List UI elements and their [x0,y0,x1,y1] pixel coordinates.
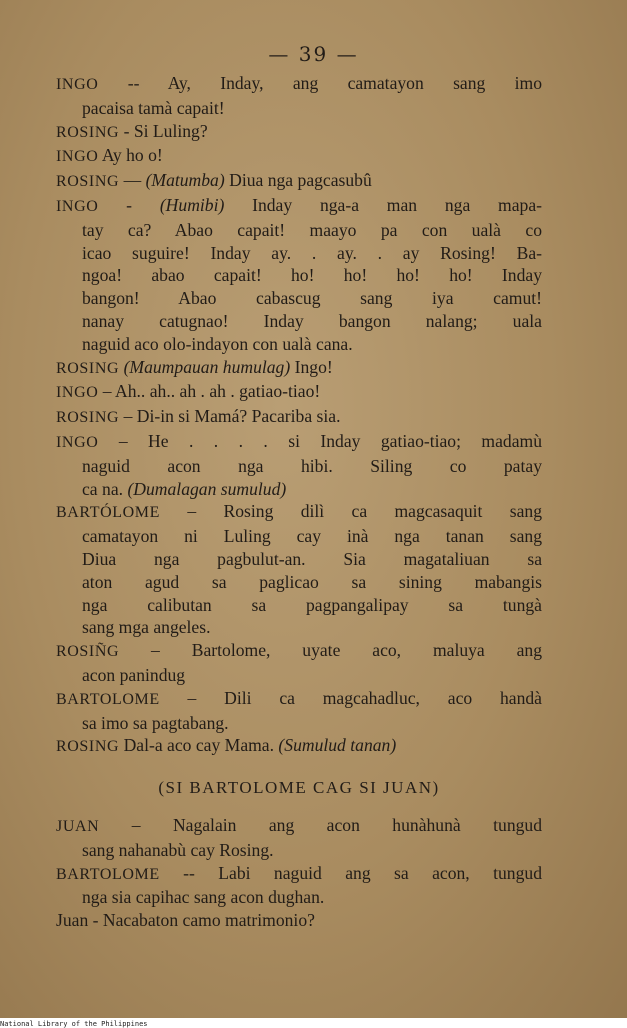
dialogue-text: acon panindug [82,664,186,685]
dialogue-text: ngoa! abao capait! ho! ho! ho! ho! Inday [82,265,542,286]
speaker-name: INGO [56,384,99,402]
speaker-name: INGO [56,197,99,215]
speaker-name: ROSING [56,173,120,191]
speaker-name: ROSING [56,359,120,377]
dialogue-line [56,194,542,219]
dialogue-continuation [56,664,542,687]
speaker-name: BARTOLOME [56,865,160,883]
dialogue-text: Diua nga pagcasubû [224,170,372,191]
speaker-name: INGO [56,76,99,93]
dialogue-continuation [56,219,542,242]
speaker-separator: – [98,381,116,402]
dialogue-text: Ay, Inday, ang camatayon sang imo [167,73,543,93]
dialogue-continuation [56,455,542,478]
dialogue-continuation [56,333,542,356]
dialogue-line [56,639,542,664]
speaker-separator: - [119,120,134,141]
dialogue-line: Juan - Nacabaton camo matrimonio? [56,910,315,931]
dialogue-line [56,734,542,759]
stage-direction: (Dumalagan sumulud) [127,478,287,499]
dialogue-line [56,356,542,381]
speaker-name: ROSIÑG [56,643,120,661]
dialogue-text: nga sia capihac sang acon dughan. [82,887,325,908]
dialogue-continuation [56,478,542,501]
dialogue-continuation [56,886,542,909]
dialogue-continuation [56,548,542,571]
page-number: — 39 — [268,42,359,66]
dialogue-line [56,862,542,887]
stage-direction: (Matumba) [145,170,225,191]
speaker-name: BARTÓLOME [56,504,160,522]
library-credit: National Library of the Philippines [0,1020,148,1028]
dialogue-text: naguid aco olo-indayon con ualà cana. [82,333,353,354]
dialogue-text: nga calibutan sa pagpangalipay sa tungà [82,594,542,615]
speaker-separator: -- [98,73,168,93]
dialogue-text: icao suguire! Inday ay. . ay. . ay Rosing! Ba- [82,242,542,263]
speaker-name: INGO [56,148,99,166]
dialogue-text: Labi naguid ang sa acon, tungud [218,862,542,883]
dialogue-text: Si Luling? [133,120,208,141]
dialogue-text: Dal-a aco cay Mama. [123,735,279,756]
speaker-name: ROSING [56,738,120,756]
dialogue-text: He . . . . si Inday gatiao-tiao; madamù [148,430,542,451]
dialogue-text: Ay ho o! [101,145,163,166]
dialogue-text: pacaisa tamà capait! [82,97,225,118]
dialogue-continuation [56,242,542,265]
dialogue-line [56,144,542,169]
dialogue-continuation [56,839,542,862]
dialogue-text: Nagalain ang acon hunàhunà tungud [172,814,543,835]
dialogue-text: Di-in si Mamá? Pacariba sia. [136,406,341,427]
speaker-separator: -- [159,862,219,883]
speaker-separator: – [119,406,137,427]
dialogue-text: bangon! Abao cabascug sang iya camut! [82,288,542,309]
dialogue-text: naguid acon nga hibi. Siling co patay [82,455,542,476]
dialogue-continuation [56,97,542,120]
dialogue-line [56,814,542,839]
dialogue-continuation [56,712,542,735]
dialogue-text: sa imo sa pagtabang. [82,712,229,733]
dialogue-text: Inday nga-a man nga mapa- [224,194,542,215]
speaker-name: INGO [56,433,99,451]
speaker-separator: – [160,501,224,522]
dialogue-continuation [56,310,542,333]
dialogue-line [56,72,542,97]
dialogue-line [56,120,542,145]
dialogue-text: Dili ca magcahadluc, aco handà [224,687,542,708]
dialogue-text [56,72,542,932]
dialogue-line [56,430,542,455]
dialogue-line [56,687,542,712]
dialogue-continuation [56,287,542,310]
speaker-separator: – [99,814,173,835]
speaker-name: JUAN [56,817,100,835]
stage-direction: (Humibi) [159,194,225,215]
speaker-separator: - [98,194,160,215]
dialogue-line [56,405,542,430]
speaker-separator: – [119,640,192,661]
speaker-name: ROSING [56,409,120,427]
dialogue-continuation [56,571,542,594]
scene-heading: (SI BARTOLOME CAG SI JUAN) [158,778,440,798]
dialogue-continuation [56,594,542,617]
stage-direction: (Sumulud tanan) [278,735,397,756]
speaker-separator: – [159,687,225,708]
dialogue-text: Rosing dilì ca magcasaquit sang [223,501,543,522]
stage-direction: (Maumpauan humulag) [123,356,291,377]
dialogue-continuation [56,264,542,287]
speaker-name: ROSING [56,123,120,141]
dialogue-text: Ah.. ah.. ah . ah . gatiao-tiao! [115,381,321,402]
dialogue-text: nanay catugnao! Inday bangon nalang; uala [82,310,542,331]
dialogue-line [56,169,542,194]
dialogue-text: sang nahanabù cay Rosing. [82,839,274,860]
dialogue-text: ca na. [82,478,124,499]
dialogue-text: Diua nga pagbulut-an. Sia magataliuan sa [82,548,542,569]
speaker-name: BARTOLOME [56,690,160,708]
dialogue-text: sang mga angeles. [82,617,211,638]
dialogue-line [56,380,542,405]
dialogue-text: camatayon ni Luling cay inà nga tanan sang [82,526,542,547]
dialogue-text: tay ca? Abao capait! maayo pa con ualà co [82,219,542,240]
dialogue-continuation [56,616,542,639]
dialogue-text: Bartolome, uyate aco, maluya ang [191,640,543,661]
dialogue-line [56,500,542,525]
dialogue-continuation [56,525,542,548]
dialogue-text: Ingo! [290,356,333,377]
dialogue-text: aton agud sa paglicao sa sining mabangis [82,571,542,592]
speaker-separator: — [119,170,146,191]
speaker-separator: – [98,430,149,451]
